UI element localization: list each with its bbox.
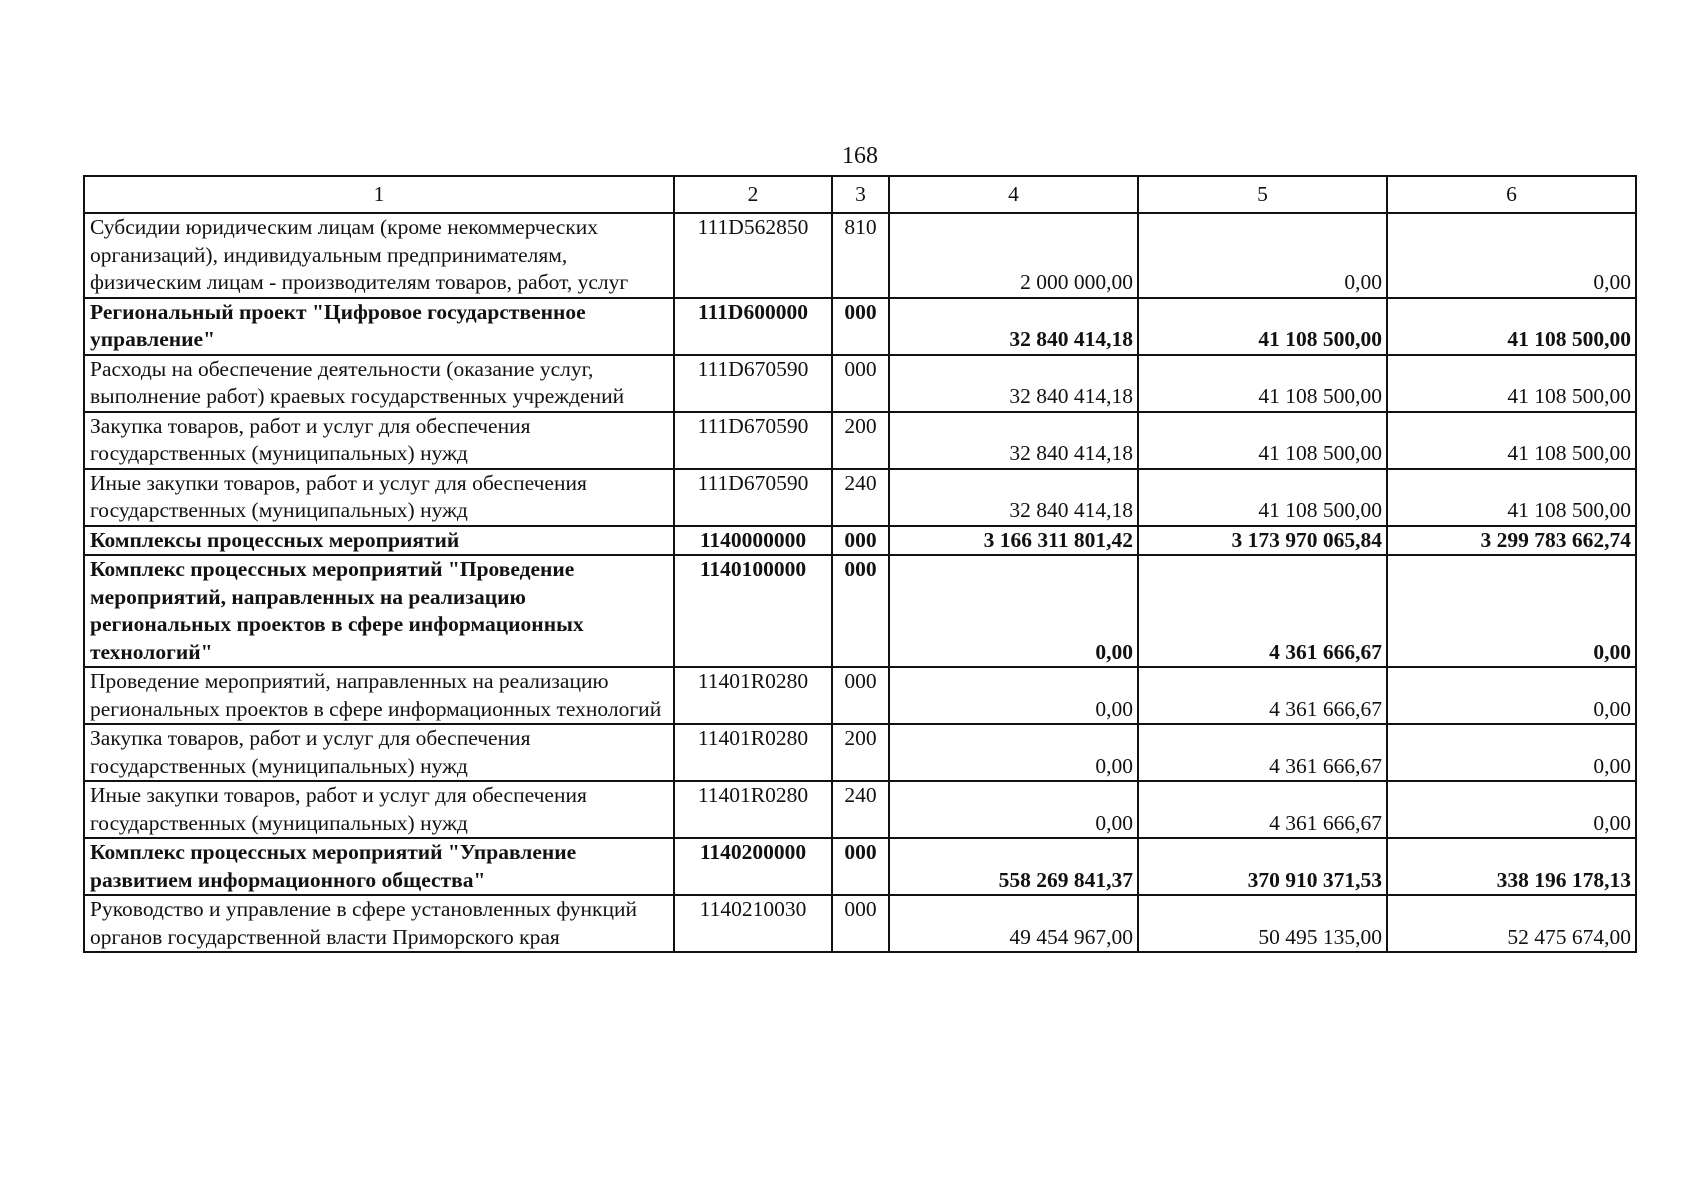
- row-code: 111D670590: [674, 469, 832, 526]
- row-value-col-5: 4 361 666,67: [1138, 555, 1387, 667]
- row-value-col-4: 2 000 000,00: [889, 213, 1138, 298]
- row-value-col-4: 0,00: [889, 724, 1138, 781]
- table-row: [84, 667, 1636, 724]
- row-code: 1140200000: [674, 838, 832, 895]
- row-expense-type: 200: [832, 412, 889, 469]
- row-value-col-4: 32 840 414,18: [889, 355, 1138, 412]
- header-col-6: 6: [1387, 176, 1636, 213]
- row-name: Субсидии юридическим лицам (кроме некоммерческих организаций), индивидуальным предпринимателям, физическим лицам - производителям товаров, работ, услуг: [84, 213, 674, 298]
- row-value-col-5: 3 173 970 065,84: [1138, 526, 1387, 556]
- row-expense-type: 000: [832, 895, 889, 952]
- row-expense-type: 000: [832, 667, 889, 724]
- row-name: Региональный проект "Цифровое государственное управление": [84, 298, 674, 355]
- row-value-col-6: 0,00: [1387, 555, 1636, 667]
- row-value-col-6: 41 108 500,00: [1387, 298, 1636, 355]
- header-col-3: 3: [832, 176, 889, 213]
- row-code: 11401R0280: [674, 667, 832, 724]
- table-row: [84, 555, 1636, 667]
- row-expense-type: 000: [832, 526, 889, 556]
- table-header-row: [84, 176, 1636, 213]
- row-value-col-6: 3 299 783 662,74: [1387, 526, 1636, 556]
- row-code: 11401R0280: [674, 724, 832, 781]
- row-value-col-4: 32 840 414,18: [889, 412, 1138, 469]
- table-row: [84, 298, 1636, 355]
- page-number: 168: [842, 143, 878, 169]
- row-name: Руководство и управление в сфере установленных функций органов государственной власти Приморского края: [84, 895, 674, 952]
- row-value-col-5: 41 108 500,00: [1138, 469, 1387, 526]
- row-value-col-5: 50 495 135,00: [1138, 895, 1387, 952]
- header-col-2: 2: [674, 176, 832, 213]
- row-value-col-4: 0,00: [889, 667, 1138, 724]
- row-value-col-6: 0,00: [1387, 667, 1636, 724]
- row-value-col-6: 41 108 500,00: [1387, 412, 1636, 469]
- table-row: [84, 213, 1636, 298]
- row-name: Закупка товаров, работ и услуг для обеспечения государственных (муниципальных) нужд: [84, 412, 674, 469]
- row-value-col-4: 0,00: [889, 555, 1138, 667]
- row-code: 111D600000: [674, 298, 832, 355]
- row-expense-type: 240: [832, 781, 889, 838]
- row-value-col-5: 4 361 666,67: [1138, 667, 1387, 724]
- row-value-col-4: 49 454 967,00: [889, 895, 1138, 952]
- row-code: 11401R0280: [674, 781, 832, 838]
- row-code: 111D670590: [674, 412, 832, 469]
- row-code: 111D562850: [674, 213, 832, 298]
- row-expense-type: 000: [832, 838, 889, 895]
- table-row: [84, 838, 1636, 895]
- row-value-col-5: 41 108 500,00: [1138, 412, 1387, 469]
- header-col-4: 4: [889, 176, 1138, 213]
- row-name: Иные закупки товаров, работ и услуг для обеспечения государственных (муниципальных) нужд: [84, 781, 674, 838]
- row-value-col-6: 0,00: [1387, 213, 1636, 298]
- row-expense-type: 810: [832, 213, 889, 298]
- row-value-col-6: 0,00: [1387, 724, 1636, 781]
- row-value-col-5: 41 108 500,00: [1138, 355, 1387, 412]
- row-value-col-5: 370 910 371,53: [1138, 838, 1387, 895]
- row-name: Иные закупки товаров, работ и услуг для обеспечения государственных (муниципальных) нужд: [84, 469, 674, 526]
- budget-table: [83, 175, 1637, 953]
- row-value-col-4: 558 269 841,37: [889, 838, 1138, 895]
- row-code: 1140100000: [674, 555, 832, 667]
- row-name: Проведение мероприятий, направленных на реализацию региональных проектов в сфере информационных технологий: [84, 667, 674, 724]
- row-value-col-6: 338 196 178,13: [1387, 838, 1636, 895]
- row-code: 1140210030: [674, 895, 832, 952]
- table-row: [84, 781, 1636, 838]
- row-expense-type: 000: [832, 555, 889, 667]
- header-col-1: 1: [84, 176, 674, 213]
- row-name: Комплексы процессных мероприятий: [84, 526, 674, 556]
- row-value-col-6: 52 475 674,00: [1387, 895, 1636, 952]
- row-code: 111D670590: [674, 355, 832, 412]
- header-col-5: 5: [1138, 176, 1387, 213]
- row-value-col-6: 41 108 500,00: [1387, 469, 1636, 526]
- row-value-col-6: 41 108 500,00: [1387, 355, 1636, 412]
- row-expense-type: 200: [832, 724, 889, 781]
- table-row: [84, 412, 1636, 469]
- row-value-col-4: 3 166 311 801,42: [889, 526, 1138, 556]
- row-value-col-6: 0,00: [1387, 781, 1636, 838]
- row-name: Закупка товаров, работ и услуг для обеспечения государственных (муниципальных) нужд: [84, 724, 674, 781]
- table-row: [84, 355, 1636, 412]
- row-name: Расходы на обеспечение деятельности (оказание услуг, выполнение работ) краевых государственных учреждений: [84, 355, 674, 412]
- row-expense-type: 000: [832, 298, 889, 355]
- table-row: [84, 469, 1636, 526]
- row-value-col-4: 32 840 414,18: [889, 469, 1138, 526]
- row-value-col-4: 0,00: [889, 781, 1138, 838]
- row-value-col-5: 41 108 500,00: [1138, 298, 1387, 355]
- row-value-col-5: 0,00: [1138, 213, 1387, 298]
- row-expense-type: 240: [832, 469, 889, 526]
- row-expense-type: 000: [832, 355, 889, 412]
- row-code: 1140000000: [674, 526, 832, 556]
- table-row: [84, 895, 1636, 952]
- row-value-col-5: 4 361 666,67: [1138, 781, 1387, 838]
- row-value-col-5: 4 361 666,67: [1138, 724, 1387, 781]
- table-row: [84, 526, 1636, 556]
- table-row: [84, 724, 1636, 781]
- row-value-col-4: 32 840 414,18: [889, 298, 1138, 355]
- row-name: Комплекс процессных мероприятий "Проведение мероприятий, направленных на реализацию региональных проектов в сфере информационных технологий": [84, 555, 674, 667]
- row-name: Комплекс процессных мероприятий "Управление развитием информационного общества": [84, 838, 674, 895]
